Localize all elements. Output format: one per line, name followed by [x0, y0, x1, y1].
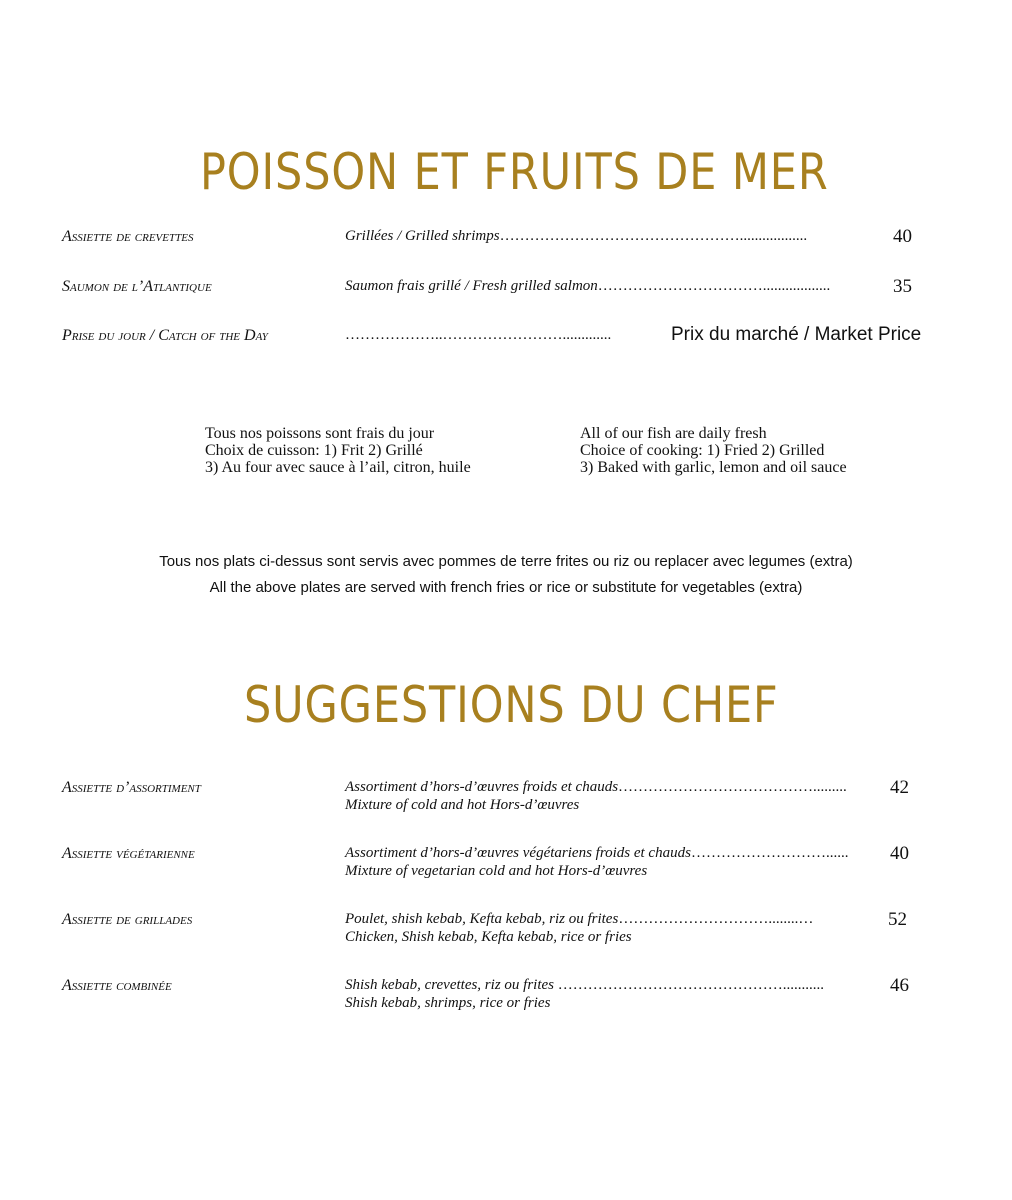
section-title-seafood: POISSON ET FRUITS DE MER — [200, 143, 829, 201]
note-line: 3) Baked with garlic, lemon and oil sauce — [580, 459, 847, 476]
item-desc-text: Assortiment d’hors-d’œuvres végétariens froids et chauds — [345, 845, 691, 861]
sides-note-en: All the above plates are served with french fries or rice or substitute for vegetables (extra) — [209, 579, 803, 596]
dot-leader: …………………………….................. — [597, 278, 831, 294]
item-price-shrimp: 40 — [893, 226, 912, 247]
item-price-assortment: 42 — [890, 777, 909, 798]
sides-note-fr: Tous nos plats ci-dessus sont servis avec pommes de terre frites ou riz ou replacer avec legumes (extra) — [159, 553, 853, 570]
item-price-combo: 46 — [890, 975, 909, 996]
item-desc2-assortment: Mixture of cold and hot Hors-d’œuvres — [345, 797, 580, 813]
item-price-salmon: 35 — [893, 276, 912, 297]
item-desc2-vegetarian: Mixture of vegetarian cold and hot Hors-d’œuvres — [345, 863, 648, 879]
note-line: Choice of cooking: 1) Fried 2) Grilled — [580, 442, 825, 459]
item-price-catch: Prix du marché / Market Price — [671, 324, 922, 345]
item-desc-text: Grillées / Grilled shrimps — [345, 228, 500, 244]
fish-notes-fr — [205, 425, 471, 476]
item-name-shrimp: Assiette de crevettes — [62, 228, 194, 245]
dot-leader: ………………………………………….................. — [499, 228, 808, 244]
item-desc-salmon — [345, 278, 830, 295]
item-name-grill: Assiette de grillades — [62, 911, 193, 928]
dot-leader: ………………………………………........... — [554, 977, 824, 993]
fish-notes-en — [580, 425, 847, 476]
item-leader-catch — [345, 327, 611, 344]
item-name-assortment: Assiette d’assortiment — [62, 779, 201, 796]
note-line: Choix de cuisson: 1) Frit 2) Grillé — [205, 442, 423, 459]
item-desc-text: Shish kebab, crevettes, riz ou frites — [345, 977, 554, 993]
item-price-vegetarian: 40 — [890, 843, 909, 864]
item-desc-text: Assortiment d’hors-d’œuvres froids et chauds — [345, 779, 619, 795]
item-desc-text: Poulet, shish kebab, Kefta kebab, riz ou frites — [345, 911, 619, 927]
item-name-catch: Prise du jour / Catch of the Day — [62, 327, 268, 344]
item-desc-text: Saumon frais grillé / Fresh grilled salmon — [345, 278, 598, 294]
note-line: All of our fish are daily fresh — [580, 425, 767, 442]
dot-leader: …………………………........… — [618, 911, 814, 927]
note-line: Tous nos poissons sont frais du jour — [205, 425, 435, 442]
dot-leader: ………………………...... — [690, 845, 849, 861]
item-desc-vegetarian — [345, 845, 848, 862]
note-line: 3) Au four avec sauce à l’ail, citron, huile — [205, 459, 471, 476]
dot-leader: ………………..……………………............. — [345, 327, 612, 343]
item-desc-grill — [345, 911, 813, 928]
item-name-combo: Assiette combinée — [62, 977, 172, 994]
item-desc2-grill: Chicken, Shish kebab, Kefta kebab, rice or fries — [345, 929, 632, 945]
section-title-chef: SUGGESTIONS DU CHEF — [244, 676, 779, 734]
item-desc-assortment — [345, 779, 847, 796]
item-desc2-combo: Shish kebab, shrimps, rice or fries — [345, 995, 551, 1011]
item-price-grill: 52 — [888, 909, 907, 930]
item-name-salmon: Saumon de l’Atlantique — [62, 278, 212, 295]
item-desc-shrimp — [345, 228, 807, 245]
item-desc-combo — [345, 977, 824, 994]
dot-leader: …………………………………......... — [618, 779, 847, 795]
item-name-vegetarian: Assiette végétarienne — [62, 845, 195, 862]
